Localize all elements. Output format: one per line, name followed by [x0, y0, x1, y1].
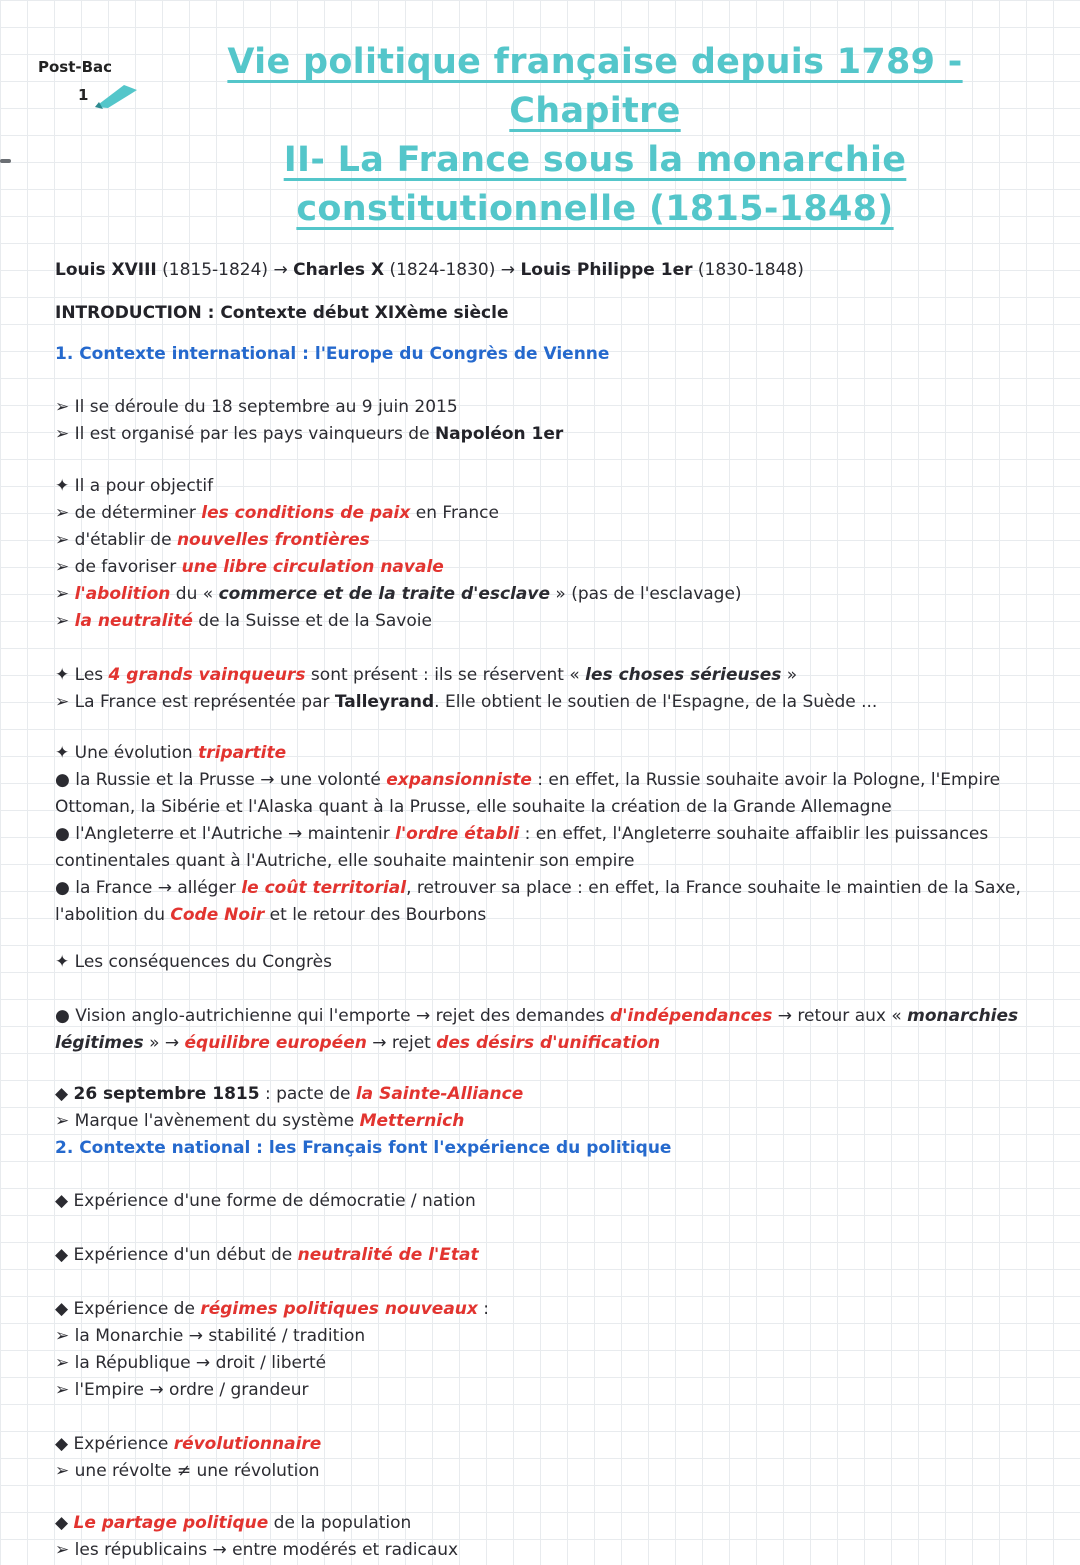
text-run-n: ◆ Expérience [55, 1434, 174, 1454]
text-run-ri: équilibre européen [184, 1033, 367, 1053]
note-line [55, 1242, 1042, 1269]
note-line [55, 949, 1042, 976]
text-run-ri: révolutionnaire [173, 1434, 322, 1454]
note-line [55, 1188, 1042, 1215]
text-run-n: ➢ les républicains → entre modérés et radicaux [55, 1540, 459, 1560]
text-run-n: ◆ [55, 1084, 74, 1104]
text-run-blue: 2. Contexte national : les Français font l'expérience du politique [55, 1138, 672, 1158]
text-run-n: et le retour des Bourbons [264, 905, 487, 925]
text-run-n: de la Suisse et de la Savoie [192, 611, 432, 631]
text-run-n: ➢ de déterminer [55, 503, 202, 523]
note-title [140, 38, 1050, 234]
text-run-n: , retrouver sa place : en effet, la France souhaite le maintien de la Saxe, l'abolition du [55, 878, 1021, 925]
text-run-n: ✦ Il a pour objectif [55, 476, 214, 496]
text-run-i: commerce et de la traite d'esclave [218, 584, 551, 604]
text-run-n: sont présent : ils se réservent « [305, 665, 586, 685]
note-line [55, 608, 1042, 635]
text-run-ri: la neutralité [74, 611, 193, 631]
section-heading [55, 1135, 1042, 1162]
note-line [55, 473, 1042, 500]
text-run-ri: le coût territorial [241, 878, 407, 898]
text-run-n: (1815-1824) → [156, 260, 294, 280]
text-run-n: → rejet [366, 1033, 437, 1053]
text-run-ri: une libre circulation navale [181, 557, 444, 577]
brand-label: Post-Bac [38, 58, 113, 76]
text-run-n: : en effet, l'Angleterre souhaite affaiblir les puissances continentales quant à l'Autriche, elle souhaite maintenir son empire [55, 824, 989, 871]
text-run-n: ◆ Expérience d'un début de [55, 1245, 298, 1265]
text-run-ri: nouvelles frontières [176, 530, 370, 550]
note-line [55, 1350, 1042, 1377]
note-line [55, 554, 1042, 581]
note-line [55, 300, 1042, 327]
text-run-b: Louis Philippe 1er [520, 260, 693, 280]
text-run-n: . Elle obtient le soutien de l'Espagne, de la Suède ... [434, 692, 878, 712]
text-run-n: ● Vision anglo-autrichienne qui l'emporte → rejet des demandes [55, 1006, 611, 1026]
note-line [55, 1323, 1042, 1350]
text-run-ri: Metternich [359, 1111, 465, 1131]
text-run-n: : pacte de [259, 1084, 356, 1104]
text-run-ri: expansionniste [386, 770, 532, 790]
note-line [55, 1537, 1042, 1564]
text-run-ri: tripartite [198, 743, 287, 763]
text-run-n: de la population [268, 1513, 412, 1533]
text-run-i: monarchies légitimes [55, 1006, 1019, 1053]
text-run-b: Talleyrand [334, 692, 435, 712]
note-line [55, 1431, 1042, 1458]
note-line [55, 581, 1042, 608]
text-run-n: ➢ l'Empire → ordre / grandeur [55, 1380, 309, 1400]
note-line [55, 394, 1042, 421]
text-run-n: ● la France → alléger [55, 878, 242, 898]
text-run-n: ➢ [55, 584, 75, 604]
text-run-ri: l'abolition [74, 584, 171, 604]
text-run-n: » [781, 665, 798, 685]
note-line [55, 1296, 1042, 1323]
text-run-n: (1830-1848) [692, 260, 804, 280]
text-run-i: les choses sérieuses [585, 665, 782, 685]
note-line [55, 1377, 1042, 1404]
note-title-line: Vie politique française depuis 1789 - Chapitre [227, 42, 963, 131]
text-run-n: → retour aux « [772, 1006, 908, 1026]
text-run-n: ➢ d'établir de [55, 530, 177, 550]
page-edge-mark [0, 159, 11, 163]
text-run-n: ➢ la Monarchie → stabilité / tradition [55, 1326, 366, 1346]
text-run-n: ✦ Les [55, 665, 109, 685]
note-line [55, 527, 1042, 554]
text-run-n: : en effet, la Russie souhaite avoir la Pologne, l'Empire Ottoman, la Sibérie et l'Alaska quant à la Prusse, elle souhaite la création de la Grande Allemagne [55, 770, 1001, 817]
text-run-ri: régimes politiques nouveaux [200, 1299, 478, 1319]
note-line [55, 689, 1042, 716]
note-line [55, 662, 1042, 689]
text-run-blue: 1. Contexte international : l'Europe du Congrès de Vienne [55, 344, 610, 364]
text-run-n: » → [143, 1033, 185, 1053]
text-run-ri: l'ordre établi [395, 824, 520, 844]
text-run-ri: neutralité de l'Etat [297, 1245, 479, 1265]
note-line [55, 500, 1042, 527]
text-run-b: Louis XVIII [55, 260, 157, 280]
text-run-n: ➢ la République → droit / liberté [55, 1353, 327, 1373]
text-run-ri: 4 grands vainqueurs [108, 665, 306, 685]
text-run-n: ➢ de favoriser [55, 557, 182, 577]
text-run-n: ➢ [55, 611, 75, 631]
text-run-n: ➢ La France est représentée par [55, 692, 335, 712]
text-run-ri: des désirs d'unification [436, 1033, 661, 1053]
text-run-n: ◆ Expérience d'une forme de démocratie / nation [55, 1191, 476, 1211]
text-run-n: ◆ Expérience de [55, 1299, 201, 1319]
text-run-n: ● la Russie et la Prusse → une volonté [55, 770, 387, 790]
text-run-ri: la Sainte-Alliance [355, 1084, 524, 1104]
text-run-ri: d'indépendances [610, 1006, 773, 1026]
note-line [55, 875, 1042, 929]
text-run-n: ✦ Une évolution [55, 743, 199, 763]
text-run-n: ✦ Les conséquences du Congrès [55, 952, 332, 972]
text-run-n: ◆ [55, 1513, 74, 1533]
note-line [55, 1458, 1042, 1485]
note-line [55, 740, 1042, 767]
note-title-line: constitutionnelle (1815-1848) [296, 189, 894, 229]
note-line [55, 1510, 1042, 1537]
pen-icon [92, 82, 140, 110]
notes-body [0, 257, 1080, 1564]
text-run-ri: Le partage politique [73, 1513, 269, 1533]
text-run-n: ➢ une révolte ≠ une révolution [55, 1461, 320, 1481]
note-line [55, 1081, 1042, 1108]
text-run-b: INTRODUCTION : Contexte début XIXème siècle [55, 303, 509, 323]
text-run-n: ➢ Il se déroule du 18 septembre au 9 juin 2015 [55, 397, 458, 417]
note-line [55, 1003, 1042, 1057]
text-run-ri: les conditions de paix [201, 503, 411, 523]
page-number: 1 [78, 86, 89, 104]
section-heading [55, 341, 1042, 368]
text-run-n: : [477, 1299, 490, 1319]
text-run-n: ➢ Marque l'avènement du système [55, 1111, 360, 1131]
text-run-n: du « [170, 584, 219, 604]
text-run-b: Napoléon 1er [434, 424, 564, 444]
text-run-n: (1824-1830) → [384, 260, 521, 280]
text-run-n: ● l'Angleterre et l'Autriche → maintenir [55, 824, 396, 844]
note-line [55, 421, 1042, 448]
text-run-n: » (pas de l'esclavage) [550, 584, 742, 604]
note-line [55, 257, 1042, 284]
note-line [55, 821, 1042, 875]
text-run-ri: Code Noir [170, 905, 265, 925]
note-line [55, 1108, 1042, 1135]
note-line [55, 767, 1042, 821]
text-run-b: 26 septembre 1815 [73, 1084, 260, 1104]
text-run-b: Charles X [293, 260, 385, 280]
text-run-n: ➢ Il est organisé par les pays vainqueurs de [55, 424, 435, 444]
note-title-line: II- La France sous la monarchie [283, 140, 907, 180]
text-run-n: en France [410, 503, 499, 523]
